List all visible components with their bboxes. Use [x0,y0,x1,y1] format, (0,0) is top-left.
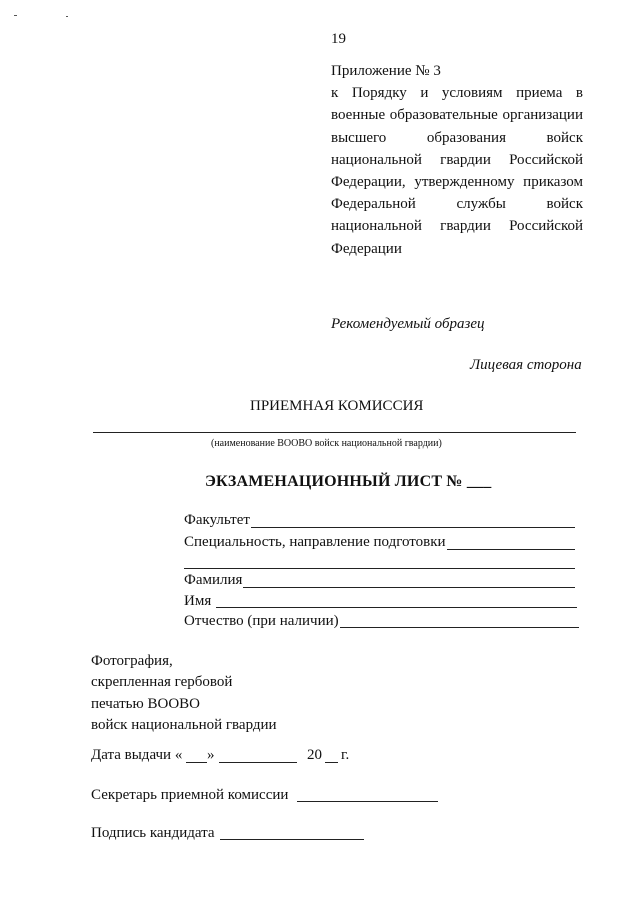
specialty-input-line-2[interactable] [184,568,575,569]
specialty-label: Специальность, направление подготовки [184,534,446,550]
photo-caption-line: скрепленная гербовой [91,674,233,691]
appendix-line: Федерации [331,240,402,257]
photo-caption-line: войск национальной гвардии [91,716,277,733]
issue-month-input-line[interactable] [219,762,297,763]
photo-caption-line: Фотография, [91,653,173,669]
candidate-signature-label: Подпись кандидата [91,825,215,841]
appendix-line: национальной гвардии Российской [331,218,583,235]
committee-title: ПРИЕМНАЯ КОМИССИЯ [250,398,424,414]
page-number: 19 [331,31,346,47]
appendix-heading: Приложение № 3 [331,63,441,79]
surname-input-line[interactable] [243,587,575,588]
appendix-line: военные образовательные организации [331,107,583,124]
photo-caption [91,651,277,736]
org-name-caption: (наименование ВООВО войск национальной гвардии) [211,438,442,449]
issue-day-input-line[interactable] [186,762,207,763]
appendix-line: высшего образования войск [331,129,583,146]
name-label: Имя [184,593,212,609]
candidate-signature-line[interactable] [220,839,364,840]
faculty-label: Факультет [184,512,250,528]
issue-year-input-line[interactable] [325,762,338,763]
appendix-line: Федерации, утвержденному приказом [331,174,583,191]
faculty-input-line[interactable] [251,527,575,528]
appendix-header [331,60,583,260]
issue-date-close-quote: » [207,747,215,763]
scan-mark [14,15,17,16]
specialty-input-line[interactable] [447,549,575,550]
secretary-label: Секретарь приемной комиссии [91,787,289,803]
side-label: Лицевая сторона [470,357,582,373]
appendix-line: к Порядку и условиям приема в [331,85,583,102]
sample-label: Рекомендуемый образец [331,316,485,332]
org-name-line[interactable] [93,432,576,433]
scan-mark [66,16,68,17]
photo-caption-line: печатью ВООВО [91,695,200,712]
sheet-title: ЭКЗАМЕНАЦИОННЫЙ ЛИСТ № ___ [205,473,492,490]
issue-date-label: Дата выдачи « [91,747,183,763]
surname-label: Фамилия [184,572,243,588]
secretary-signature-line[interactable] [297,801,438,802]
appendix-line: национальной гвардии Российской [331,151,583,168]
issue-year-suffix: г. [341,747,350,763]
name-input-line[interactable] [216,607,577,608]
issue-year-prefix: 20 [307,747,322,763]
patronymic-label: Отчество (при наличии) [184,613,339,629]
patronymic-input-line[interactable] [340,627,579,628]
appendix-line: Федеральной службы войск [331,196,583,213]
